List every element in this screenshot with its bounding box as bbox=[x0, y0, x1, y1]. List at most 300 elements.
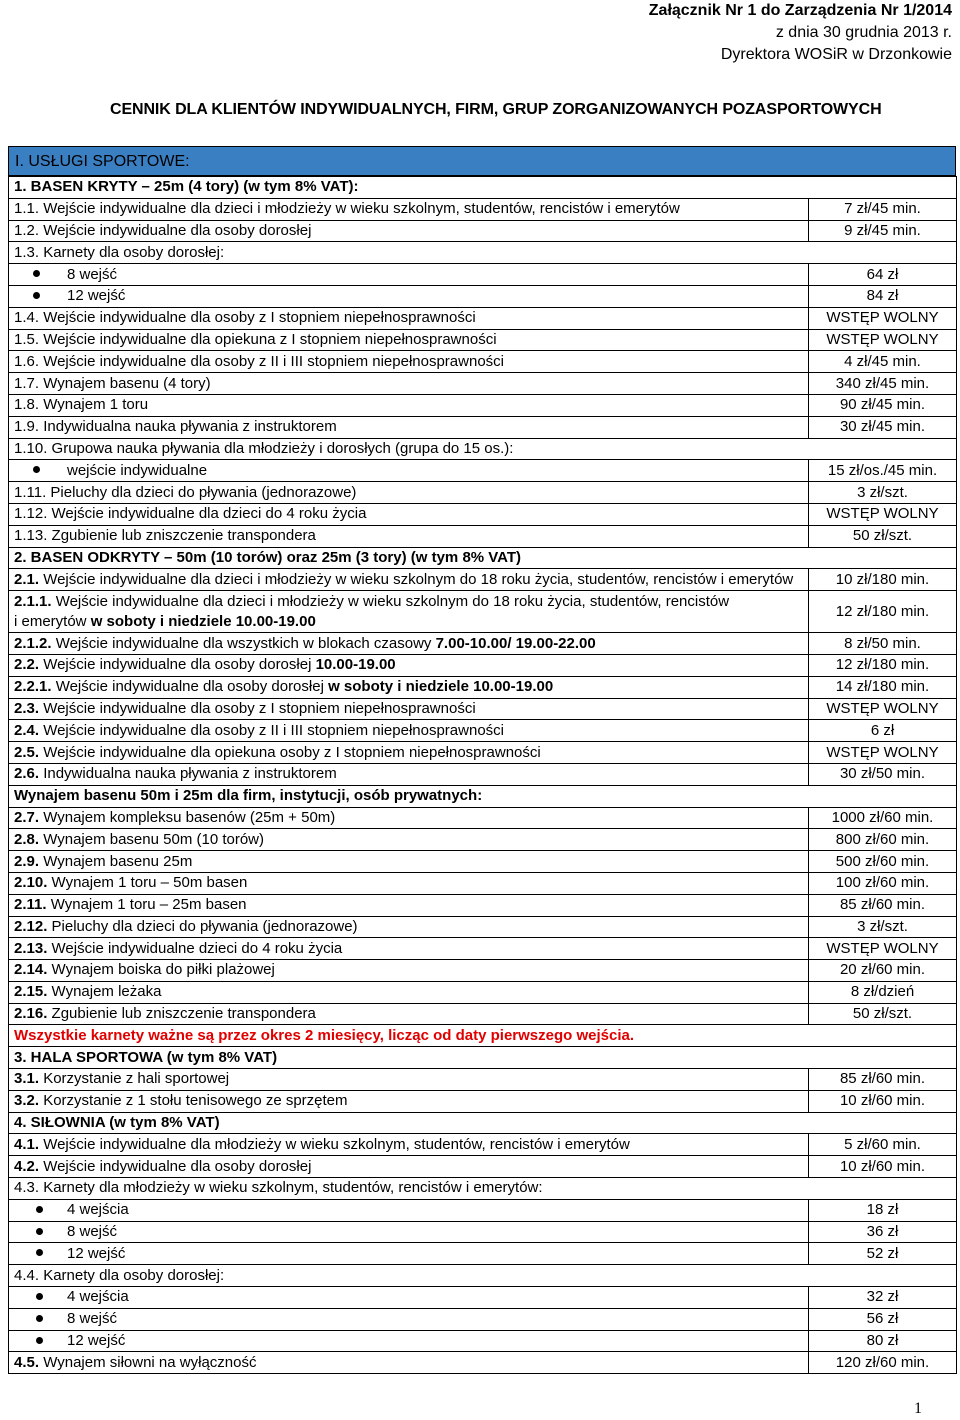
item-label: Pieluchy dla dzieci do pływania (jednorazowe) bbox=[50, 483, 357, 501]
item-description bbox=[9, 1330, 809, 1352]
item-label: Wynajem siłowni na wyłączność bbox=[43, 1353, 257, 1371]
price-text: 18 zł bbox=[866, 1201, 899, 1219]
price-text: 3 zł/szt. bbox=[857, 917, 908, 935]
table-row bbox=[9, 373, 957, 395]
price-text: WSTĘP WOLNY bbox=[826, 330, 939, 348]
item-price bbox=[809, 264, 957, 286]
price-text: 8 zł/dzień bbox=[850, 983, 915, 1001]
table-row bbox=[9, 1134, 957, 1156]
price-text: 3 zł/szt. bbox=[857, 483, 908, 501]
price-text: 100 zł/60 min. bbox=[835, 874, 930, 892]
item-number: 2.6. bbox=[14, 765, 40, 783]
price-text: 84 zł bbox=[866, 287, 899, 305]
section-heading bbox=[9, 1112, 957, 1134]
item-number: 1.6. bbox=[14, 352, 40, 370]
item-number: 1.1. bbox=[14, 200, 40, 218]
price-text: 85 zł/60 min. bbox=[839, 1070, 926, 1088]
price-text: 36 zł bbox=[866, 1223, 899, 1241]
attachment-line: Załącznik Nr 1 do Zarządzenia Nr 1/2014 bbox=[648, 2, 952, 19]
document-title: CENNIK DLA KLIENTÓW INDYWIDUALNYCH, FIRM, GRUP ZORGANIZOWANYCH POZASPORTOWYCH bbox=[110, 101, 882, 118]
item-description bbox=[9, 1308, 809, 1330]
group-label bbox=[9, 1265, 957, 1287]
item-description bbox=[9, 894, 809, 916]
attachment-header bbox=[649, 0, 952, 66]
table-row bbox=[9, 503, 957, 525]
item-description bbox=[9, 742, 809, 764]
item-number: 2.10. bbox=[14, 874, 48, 892]
section-heading bbox=[9, 785, 957, 807]
page-number: 1 bbox=[914, 1400, 922, 1417]
item-number: 1.3. bbox=[14, 243, 40, 261]
item-price bbox=[809, 285, 957, 307]
item-number: 1.9. bbox=[14, 418, 40, 436]
price-text: 5 zł/60 min. bbox=[844, 1135, 921, 1153]
item-description bbox=[9, 1134, 809, 1156]
item-description bbox=[9, 503, 809, 525]
item-price bbox=[809, 633, 957, 655]
item-label: Wynajem leżaka bbox=[51, 983, 162, 1001]
item-label: Wynajem basenu 50m (10 torów) bbox=[43, 830, 264, 848]
item-label: Wejście indywidualne dla osoby z I stopniem niepełnosprawności bbox=[43, 699, 476, 717]
item-number: 2.1.1. bbox=[14, 592, 52, 610]
item-number: 4.5. bbox=[14, 1353, 40, 1371]
item-price bbox=[809, 742, 957, 764]
table-row bbox=[9, 1352, 957, 1374]
item-price bbox=[809, 894, 957, 916]
table-row bbox=[9, 894, 957, 916]
item-number: 2.4. bbox=[14, 721, 40, 739]
item-description bbox=[9, 720, 809, 742]
item-description bbox=[9, 851, 809, 873]
table-row bbox=[9, 1025, 957, 1047]
item-number: 2.13. bbox=[14, 939, 48, 957]
section-heading bbox=[9, 1047, 957, 1069]
item-price bbox=[809, 872, 957, 894]
item-price bbox=[809, 525, 957, 547]
bullet-icon bbox=[36, 1249, 43, 1256]
bullet-icon bbox=[36, 1337, 43, 1344]
item-description bbox=[9, 351, 809, 373]
item-label: Wejście indywidualne dzieci do 4 roku życia bbox=[51, 939, 343, 957]
table-row bbox=[9, 177, 957, 199]
price-text: WSTĘP WOLNY bbox=[826, 699, 939, 717]
price-text: 8 zł/50 min. bbox=[844, 634, 921, 652]
price-text: 4 zł/45 min. bbox=[844, 352, 921, 370]
item-label: Wynajem 1 toru bbox=[43, 396, 149, 414]
item-label-cont: i emerytów bbox=[14, 612, 91, 630]
item-price bbox=[809, 960, 957, 982]
item-description bbox=[9, 960, 809, 982]
item-description bbox=[9, 525, 809, 547]
table-row bbox=[9, 591, 957, 633]
item-description bbox=[9, 938, 809, 960]
item-label: Wejście indywidualne dla osoby z II i III stopniem niepełnosprawności bbox=[43, 721, 504, 739]
table-row bbox=[9, 1156, 957, 1178]
item-description bbox=[9, 373, 809, 395]
item-price bbox=[809, 763, 957, 785]
item-label: 12 wejść bbox=[67, 287, 126, 305]
item-number: 2.15. bbox=[14, 983, 48, 1001]
item-number: 4.4. bbox=[14, 1266, 40, 1284]
item-description bbox=[9, 1090, 809, 1112]
item-description bbox=[9, 198, 809, 220]
price-text: 30 zł/50 min. bbox=[839, 765, 926, 783]
item-description bbox=[9, 1199, 809, 1221]
table-row bbox=[9, 829, 957, 851]
table-row bbox=[9, 1308, 957, 1330]
bullet-icon bbox=[33, 466, 40, 473]
item-label-bold: w soboty i niedziele 10.00-19.00 bbox=[90, 612, 316, 630]
table-row bbox=[9, 676, 957, 698]
table-row bbox=[9, 807, 957, 829]
item-price bbox=[809, 981, 957, 1003]
price-text: 15 zł/os./45 min. bbox=[827, 461, 938, 479]
price-table bbox=[8, 176, 957, 1374]
item-description bbox=[9, 307, 809, 329]
section-heading bbox=[9, 547, 957, 569]
price-text: 7 zł/45 min. bbox=[844, 200, 921, 218]
item-price bbox=[809, 503, 957, 525]
item-price bbox=[809, 569, 957, 591]
price-text: 14 zł/180 min. bbox=[835, 678, 930, 696]
item-description bbox=[9, 829, 809, 851]
item-number: 2.9. bbox=[14, 852, 40, 870]
item-price bbox=[809, 916, 957, 938]
item-label: Wejście indywidualne dla młodzieży w wieku szkolnym, studentów, rencistów i emerytów bbox=[43, 1135, 630, 1153]
item-price bbox=[809, 1330, 957, 1352]
item-description bbox=[9, 264, 809, 286]
item-number: 1.2. bbox=[14, 221, 40, 239]
table-row bbox=[9, 916, 957, 938]
item-price bbox=[809, 351, 957, 373]
item-price bbox=[809, 416, 957, 438]
group-label bbox=[9, 242, 957, 264]
item-description bbox=[9, 329, 809, 351]
item-label: Karnety dla osoby dorosłej: bbox=[43, 243, 225, 261]
table-row bbox=[9, 416, 957, 438]
table-row bbox=[9, 785, 957, 807]
bullet-icon bbox=[36, 1293, 43, 1300]
price-text: 12 zł/180 min. bbox=[835, 602, 930, 620]
item-description bbox=[9, 807, 809, 829]
item-label: 12 wejść bbox=[67, 1244, 126, 1262]
item-description bbox=[9, 633, 809, 655]
heading-text: 3. HALA SPORTOWA (w tym 8% VAT) bbox=[14, 1048, 278, 1066]
heading-text: 4. SIŁOWNIA (w tym 8% VAT) bbox=[14, 1114, 220, 1132]
item-label: Wejście indywidualne dla dzieci do 4 roku życia bbox=[51, 505, 367, 523]
item-number: 1.12. bbox=[14, 505, 48, 523]
item-description bbox=[9, 654, 809, 676]
item-price bbox=[809, 829, 957, 851]
table-row bbox=[9, 1265, 957, 1287]
item-price bbox=[809, 394, 957, 416]
item-label: Indywidualna nauka pływania z instruktorem bbox=[43, 418, 337, 436]
section-band: I. USŁUGI SPORTOWE: bbox=[8, 146, 956, 176]
table-row bbox=[9, 329, 957, 351]
item-number: 2.5. bbox=[14, 743, 40, 761]
price-text: WSTĘP WOLNY bbox=[826, 743, 939, 761]
attachment-issuer: Dyrektora WOSiR w Drzonkowie bbox=[720, 46, 952, 63]
item-number: 2.3. bbox=[14, 699, 40, 717]
item-number: 1.13. bbox=[14, 527, 48, 545]
item-price bbox=[809, 676, 957, 698]
price-text: WSTĘP WOLNY bbox=[826, 939, 939, 957]
table-row bbox=[9, 460, 957, 482]
table-row bbox=[9, 285, 957, 307]
heading-text: Wynajem basenu 50m i 25m dla firm, instytucji, osób prywatnych: bbox=[14, 787, 483, 805]
bullet-icon bbox=[36, 1206, 43, 1213]
price-text: WSTĘP WOLNY bbox=[826, 309, 939, 327]
item-label: Wejście indywidualne dla dzieci i młodzieży w wieku szkolnym, studentów, rencistów i emerytów bbox=[43, 200, 680, 218]
item-label: Zgubienie lub zniszczenie transpondera bbox=[51, 527, 316, 545]
table-row bbox=[9, 242, 957, 264]
bullet-icon bbox=[33, 292, 40, 299]
table-row bbox=[9, 763, 957, 785]
table-row bbox=[9, 307, 957, 329]
table-row bbox=[9, 482, 957, 504]
price-text: 500 zł/60 min. bbox=[835, 852, 930, 870]
validity-note bbox=[9, 1025, 957, 1047]
note-text: Wszystkie karnety ważne są przez okres 2 miesięcy, licząc od daty pierwszego wejścia. bbox=[14, 1026, 635, 1044]
item-price bbox=[809, 1090, 957, 1112]
item-price bbox=[809, 1221, 957, 1243]
table-row bbox=[9, 264, 957, 286]
attachment-date: z dnia 30 grudnia 2013 r. bbox=[775, 24, 952, 41]
item-price bbox=[809, 807, 957, 829]
bullet-icon bbox=[33, 270, 40, 277]
item-price bbox=[809, 482, 957, 504]
item-number: 2.2. bbox=[14, 656, 40, 674]
item-label: Wejście indywidualne dla dzieci i młodzieży w wieku szkolnym do 18 roku życia, studentów, rencistów i emerytów bbox=[43, 570, 794, 588]
table-row bbox=[9, 1090, 957, 1112]
item-number: 3.2. bbox=[14, 1092, 40, 1110]
table-row bbox=[9, 525, 957, 547]
item-description bbox=[9, 1243, 809, 1265]
item-number: 2.1.2. bbox=[14, 634, 52, 652]
table-row bbox=[9, 198, 957, 220]
item-label: 8 wejść bbox=[67, 265, 118, 283]
price-text: 1000 zł/60 min. bbox=[831, 808, 934, 826]
table-row bbox=[9, 1178, 957, 1200]
table-row bbox=[9, 872, 957, 894]
table-row bbox=[9, 742, 957, 764]
table-row bbox=[9, 220, 957, 242]
item-number: 1.10. bbox=[14, 439, 48, 457]
item-description bbox=[9, 1156, 809, 1178]
item-label: Wynajem basenu (4 tory) bbox=[43, 374, 211, 392]
item-label: Wejście indywidualne dla opiekuna osoby z I stopniem niepełnosprawności bbox=[43, 743, 541, 761]
item-price bbox=[809, 1156, 957, 1178]
item-price bbox=[809, 460, 957, 482]
item-label: Korzystanie z hali sportowej bbox=[43, 1070, 230, 1088]
item-description bbox=[9, 482, 809, 504]
item-description bbox=[9, 285, 809, 307]
item-price bbox=[809, 307, 957, 329]
price-text: 56 zł bbox=[866, 1310, 899, 1328]
item-number: 1.8. bbox=[14, 396, 40, 414]
item-price bbox=[809, 1069, 957, 1091]
item-description bbox=[9, 569, 809, 591]
price-text: 9 zł/45 min. bbox=[844, 221, 921, 239]
item-label: 4 wejścia bbox=[67, 1288, 129, 1306]
group-label bbox=[9, 438, 957, 460]
item-price bbox=[809, 373, 957, 395]
item-number: 4.3. bbox=[14, 1179, 40, 1197]
item-price bbox=[809, 1134, 957, 1156]
item-label: Wejście indywidualne dla wszystkich w blokach czasowy bbox=[55, 634, 436, 652]
table-row bbox=[9, 1330, 957, 1352]
item-label: Wejście indywidualne dla osoby z II i III stopniem niepełnosprawności bbox=[43, 352, 504, 370]
bullet-icon bbox=[36, 1228, 43, 1235]
item-label: Wejście indywidualne dla osoby dorosłej bbox=[55, 678, 329, 696]
item-label: 8 wejść bbox=[67, 1310, 118, 1328]
table-row bbox=[9, 351, 957, 373]
item-description bbox=[9, 416, 809, 438]
table-row bbox=[9, 1112, 957, 1134]
item-label: Wejście indywidualne dla osoby dorosłej bbox=[43, 1157, 312, 1175]
table-row bbox=[9, 981, 957, 1003]
price-text: WSTĘP WOLNY bbox=[826, 505, 939, 523]
item-number: 2.7. bbox=[14, 808, 40, 826]
item-number: 2.2.1. bbox=[14, 678, 52, 696]
item-price bbox=[809, 938, 957, 960]
table-row bbox=[9, 1243, 957, 1265]
item-price bbox=[809, 198, 957, 220]
table-row bbox=[9, 720, 957, 742]
item-label: 12 wejść bbox=[67, 1332, 126, 1350]
price-text: 10 zł/60 min. bbox=[839, 1157, 926, 1175]
table-row bbox=[9, 438, 957, 460]
item-description bbox=[9, 763, 809, 785]
table-row bbox=[9, 960, 957, 982]
price-text: 12 zł/180 min. bbox=[835, 656, 930, 674]
item-label: Wejście indywidualne dla dzieci i młodzieży w wieku szkolnym do 18 roku życia, studentów, rencistów bbox=[55, 592, 730, 610]
item-description bbox=[9, 916, 809, 938]
item-label: Wejście indywidualne dla osoby dorosłej bbox=[43, 656, 316, 674]
item-number: 2.16. bbox=[14, 1005, 48, 1023]
item-label: 4 wejścia bbox=[67, 1201, 129, 1219]
price-text: 64 zł bbox=[866, 265, 899, 283]
item-price bbox=[809, 1352, 957, 1374]
item-description bbox=[9, 1003, 809, 1025]
item-number: 2.14. bbox=[14, 961, 48, 979]
item-description bbox=[9, 591, 809, 633]
item-price bbox=[809, 654, 957, 676]
item-label: Indywidualna nauka pływania z instruktorem bbox=[43, 765, 337, 783]
item-price bbox=[809, 1003, 957, 1025]
item-price bbox=[809, 851, 957, 873]
table-row bbox=[9, 1003, 957, 1025]
table-row bbox=[9, 569, 957, 591]
price-text: 800 zł/60 min. bbox=[835, 830, 930, 848]
item-label: Wynajem 1 toru – 50m basen bbox=[51, 874, 248, 892]
item-description bbox=[9, 981, 809, 1003]
item-description bbox=[9, 676, 809, 698]
item-description bbox=[9, 1221, 809, 1243]
item-label-bold: w soboty i niedziele 10.00-19.00 bbox=[328, 678, 554, 696]
price-text: 52 zł bbox=[866, 1244, 899, 1262]
group-label bbox=[9, 1178, 957, 1200]
table-row bbox=[9, 654, 957, 676]
item-label: Wejście indywidualne dla osoby z I stopniem niepełnosprawności bbox=[43, 309, 476, 327]
table-row bbox=[9, 1287, 957, 1309]
item-label: Karnety dla osoby dorosłej: bbox=[43, 1266, 225, 1284]
table-row bbox=[9, 1199, 957, 1221]
item-price bbox=[809, 1308, 957, 1330]
price-text: 6 zł bbox=[870, 721, 895, 739]
item-description bbox=[9, 394, 809, 416]
item-label: Grupowa nauka pływania dla młodzieży i dorosłych (grupa do 15 os.): bbox=[51, 439, 514, 457]
item-number: 2.8. bbox=[14, 830, 40, 848]
item-number: 1.7. bbox=[14, 374, 40, 392]
table-row bbox=[9, 698, 957, 720]
item-price bbox=[809, 220, 957, 242]
price-text: 20 zł/60 min. bbox=[839, 961, 926, 979]
item-label: Korzystanie z 1 stołu tenisowego ze sprzętem bbox=[43, 1092, 348, 1110]
heading-text: 1. BASEN KRYTY – 25m (4 tory) (w tym 8% VAT): bbox=[14, 178, 359, 196]
table-row bbox=[9, 938, 957, 960]
price-text: 85 zł/60 min. bbox=[839, 896, 926, 914]
price-text: 10 zł/60 min. bbox=[839, 1092, 926, 1110]
table-row bbox=[9, 1221, 957, 1243]
price-text: 80 zł bbox=[866, 1332, 899, 1350]
bullet-icon bbox=[36, 1315, 43, 1322]
item-number: 4.1. bbox=[14, 1135, 40, 1153]
item-description bbox=[9, 460, 809, 482]
item-number: 2.1. bbox=[14, 570, 40, 588]
item-price bbox=[809, 591, 957, 633]
price-text: 340 zł/45 min. bbox=[835, 374, 930, 392]
item-number: 1.5. bbox=[14, 330, 40, 348]
table-row bbox=[9, 547, 957, 569]
table-row bbox=[9, 851, 957, 873]
price-text: 50 zł/szt. bbox=[852, 527, 913, 545]
price-text: 120 zł/60 min. bbox=[835, 1353, 930, 1371]
item-label: Pieluchy dla dzieci do pływania (jednorazowe) bbox=[51, 917, 358, 935]
price-text: 50 zł/szt. bbox=[852, 1005, 913, 1023]
table-row bbox=[9, 1047, 957, 1069]
item-label: Wynajem 1 toru – 25m basen bbox=[50, 896, 247, 914]
item-label: Wynajem kompleksu basenów (25m + 50m) bbox=[43, 808, 336, 826]
item-price bbox=[809, 698, 957, 720]
item-price bbox=[809, 1243, 957, 1265]
item-label: Wejście indywidualne dla osoby dorosłej bbox=[43, 221, 312, 239]
item-label-bold: 7.00-10.00/ 19.00-22.00 bbox=[435, 634, 596, 652]
item-description bbox=[9, 872, 809, 894]
price-text: 32 zł bbox=[866, 1288, 899, 1306]
item-label-bold: 10.00-19.00 bbox=[315, 656, 396, 674]
item-label: Wejście indywidualne dla opiekuna z I stopniem niepełnosprawności bbox=[43, 330, 497, 348]
item-description bbox=[9, 1069, 809, 1091]
item-label: Karnety dla młodzieży w wieku szkolnym, studentów, rencistów i emerytów: bbox=[43, 1179, 543, 1197]
item-number: 1.4. bbox=[14, 309, 40, 327]
item-number: 2.11. bbox=[14, 896, 47, 914]
price-text: 30 zł/45 min. bbox=[839, 418, 926, 436]
heading-text: 2. BASEN ODKRYTY – 50m (10 torów) oraz 25m (3 tory) (w tym 8% VAT) bbox=[14, 548, 522, 566]
item-label: Wynajem basenu 25m bbox=[43, 852, 193, 870]
item-number: 4.2. bbox=[14, 1157, 40, 1175]
price-text: 90 zł/45 min. bbox=[839, 396, 926, 414]
table-row bbox=[9, 1069, 957, 1091]
item-label: wejście indywidualne bbox=[67, 461, 208, 479]
item-description bbox=[9, 1287, 809, 1309]
item-number: 3.1. bbox=[14, 1070, 40, 1088]
item-description bbox=[9, 1352, 809, 1374]
table-row bbox=[9, 633, 957, 655]
item-description bbox=[9, 220, 809, 242]
item-price bbox=[809, 720, 957, 742]
item-price bbox=[809, 1287, 957, 1309]
